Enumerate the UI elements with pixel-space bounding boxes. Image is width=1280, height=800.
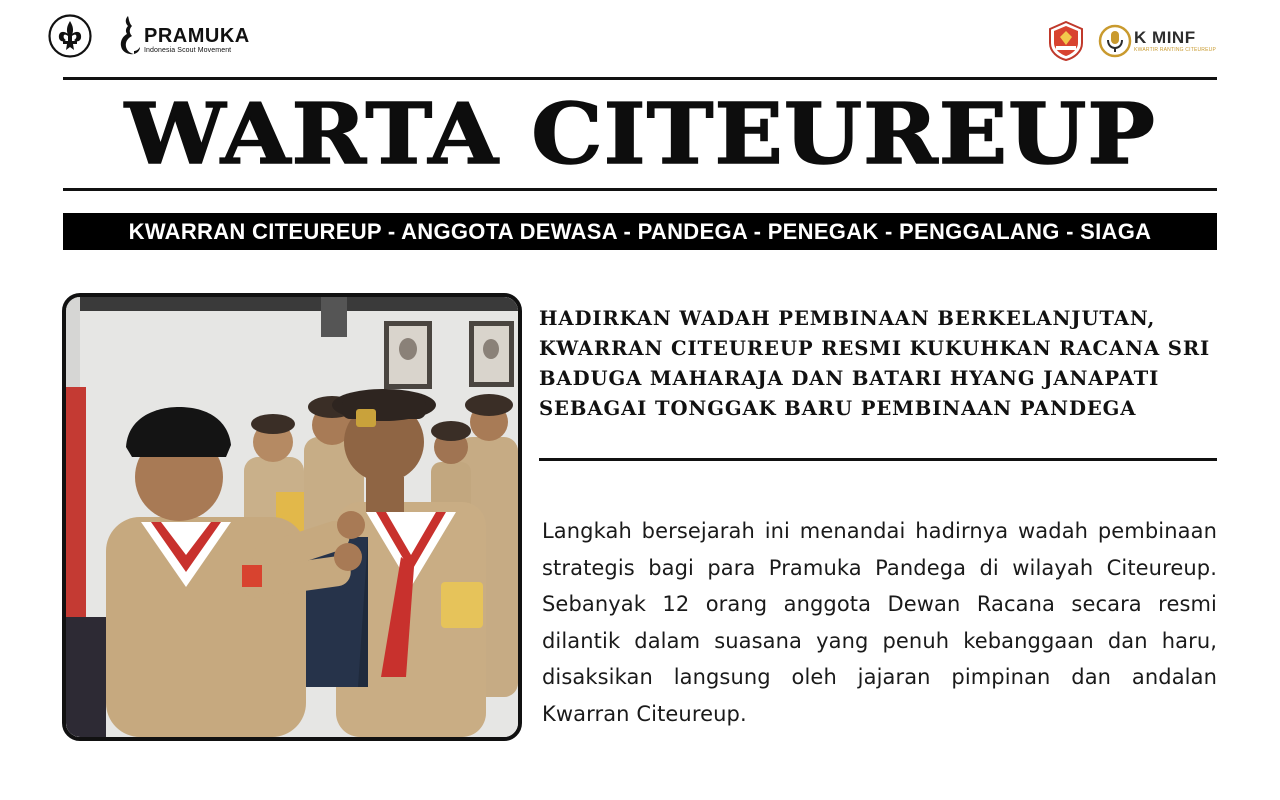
pramuka-tunas-icon [114,14,142,58]
pramuka-logo [114,14,250,58]
kwarran-shield-badge-icon [1048,21,1084,61]
kominfo-logo [1098,24,1216,58]
masthead-title: WARTA CITEUREUP [124,84,1156,183]
headline-divider [539,458,1217,461]
kominfo-wordmark: K MINF [1134,27,1196,47]
article-body: Langkah bersejarah ini menandai hadirnya wadah pembinaan strategis bagi para Pramuka Pandega di wilayah Citeureup. Sebanyak 12 orang anggota Dewan Racana secara resmi dilantik dalam suasana yang penuh kebanggaan dan haru, disaksikan langsung oleh jajaran pimpinan dan andalan Kwarran Citeureup. [542,519,1217,726]
article-headline: HADIRKAN WADAH PEMBINAAN BERKELANJUTAN, KWARRAN CITEUREUP RESMI KUKUHKAN RACANA SRI BADUGA MAHARAJA DAN BATARI HYANG JANAPATI SEBAGAI TONGGAK BARU PEMBINAAN PANDEGA [539,307,1211,420]
scout-lily-emblem-icon [48,14,92,58]
pramuka-wordmark: PRAMUKA [144,24,250,47]
photo-illustration [66,297,518,737]
pramuka-subtitle: Indonesia Scout Movement [144,46,232,54]
kominfo-subtitle: KWARTIR RANTING CITEUREUP [1134,46,1216,53]
header-logos-right [1048,18,1216,64]
scout-inauguration-photo [62,293,522,741]
header-logos-left [48,12,250,60]
masthead [63,80,1217,188]
masthead-bottom-rule [63,188,1217,191]
microphone-icon [1098,24,1132,58]
tagline-bar: KWARRAN CITEUREUP - ANGGOTA DEWASA - PANDEGA - PENEGAK - PENGGALANG - SIAGA [63,213,1217,250]
